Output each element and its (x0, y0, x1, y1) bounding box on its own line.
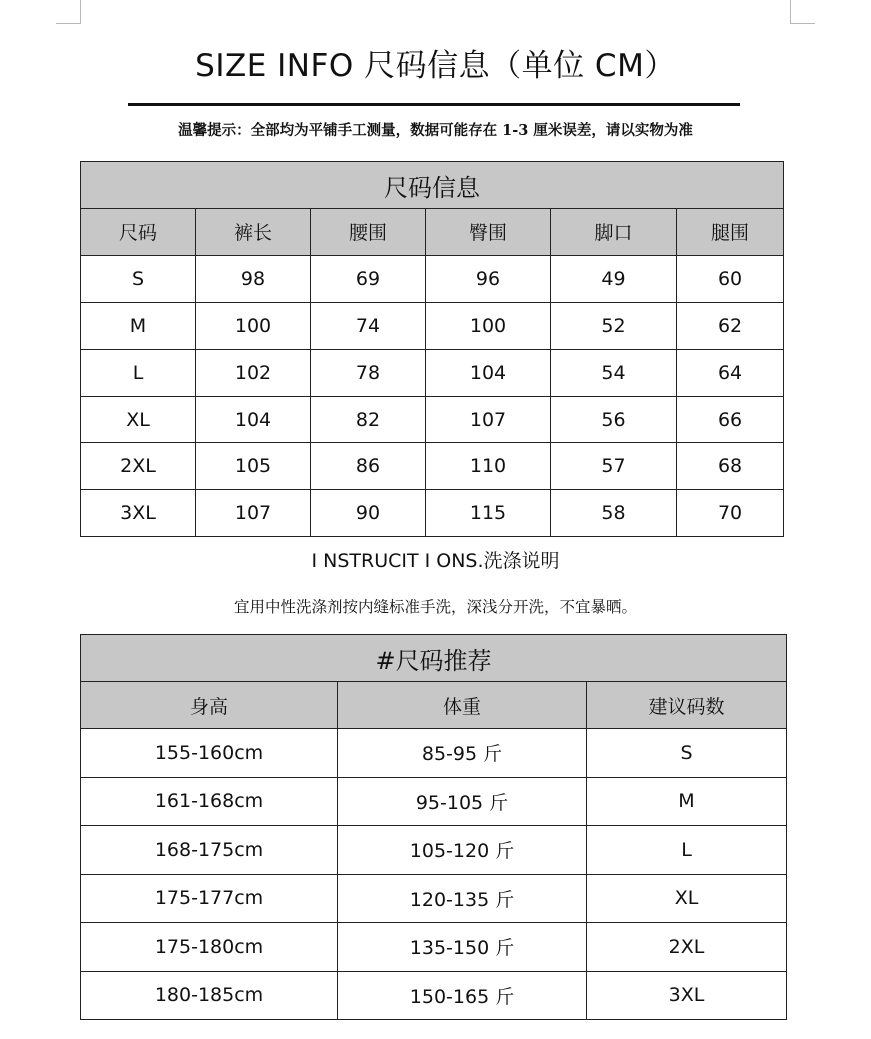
table-row (81, 255, 784, 302)
cell: 180-185cm (81, 971, 338, 1020)
cell: 110 (426, 443, 551, 490)
table-row (81, 874, 787, 923)
crop-mark-left (80, 0, 81, 24)
cell: S (587, 729, 787, 778)
cell: M (587, 777, 787, 826)
cell: 49 (551, 255, 677, 302)
cell: 2XL (587, 923, 787, 972)
title-divider (128, 103, 740, 106)
cell: 155-160cm (81, 729, 338, 778)
cell: 86 (311, 443, 426, 490)
size-table-caption: 尺码信息 (81, 162, 784, 209)
table-row (81, 923, 787, 972)
cell: 161-168cm (81, 777, 338, 826)
cell: 105 (196, 443, 311, 490)
cell: 100 (196, 302, 311, 349)
size-recommendation-table (80, 634, 787, 1020)
cell: 66 (677, 396, 784, 443)
table-row (81, 349, 784, 396)
cell: XL (81, 396, 196, 443)
header-height: 身高 (81, 682, 338, 729)
cell: 120-135 斤 (338, 874, 587, 923)
page-title: SIZE INFO 尺码信息（单位 CM） (195, 48, 676, 84)
cell: L (587, 826, 787, 875)
crop-mark-right-h (791, 23, 815, 24)
header-pants-length: 裤长 (196, 209, 311, 256)
cell: 105-120 斤 (338, 826, 587, 875)
header-weight: 体重 (338, 682, 587, 729)
instructions-text: 宜用中性洗涤剂按内缝标准手洗，深浅分开洗，不宜暴晒。 (233, 598, 637, 616)
cell: L (81, 349, 196, 396)
cell: 85-95 斤 (338, 729, 587, 778)
cell: 74 (311, 302, 426, 349)
cell: 175-180cm (81, 923, 338, 972)
cell: 102 (196, 349, 311, 396)
cell: 107 (426, 396, 551, 443)
cell: S (81, 255, 196, 302)
header-waist: 腰围 (311, 209, 426, 256)
cell: 2XL (81, 443, 196, 490)
cell: 175-177cm (81, 874, 338, 923)
table-row (81, 971, 787, 1020)
cell: 100 (426, 302, 551, 349)
table-row (81, 777, 787, 826)
size-info-table (80, 161, 784, 537)
cell: 96 (426, 255, 551, 302)
cell: 3XL (81, 490, 196, 537)
cell: 168-175cm (81, 826, 338, 875)
header-hem: 脚口 (551, 209, 677, 256)
table-row (81, 396, 784, 443)
crop-mark-right (790, 0, 791, 24)
cell: 62 (677, 302, 784, 349)
cell: 98 (196, 255, 311, 302)
cell: 115 (426, 490, 551, 537)
cell: 82 (311, 396, 426, 443)
table-row (81, 826, 787, 875)
cell: 69 (311, 255, 426, 302)
cell: 3XL (587, 971, 787, 1020)
cell: 52 (551, 302, 677, 349)
cell: M (81, 302, 196, 349)
instructions-title: I NSTRUCIT I ONS.洗涤说明 (311, 550, 560, 572)
table-row (81, 302, 784, 349)
cell: 104 (426, 349, 551, 396)
cell: 107 (196, 490, 311, 537)
header-hip: 臀围 (426, 209, 551, 256)
cell: 57 (551, 443, 677, 490)
cell: XL (587, 874, 787, 923)
cell: 95-105 斤 (338, 777, 587, 826)
measurement-notice: 温馨提示：全部均为平铺手工测量，数据可能存在 1-3 厘米误差，请以实物为准 (178, 122, 693, 139)
header-size: 尺码 (81, 209, 196, 256)
cell: 70 (677, 490, 784, 537)
cell: 68 (677, 443, 784, 490)
header-suggested-size: 建议码数 (587, 682, 787, 729)
table-row (81, 490, 784, 537)
table-row (81, 443, 784, 490)
cell: 78 (311, 349, 426, 396)
cell: 90 (311, 490, 426, 537)
cell: 54 (551, 349, 677, 396)
cell: 56 (551, 396, 677, 443)
cell: 64 (677, 349, 784, 396)
header-thigh: 腿围 (677, 209, 784, 256)
cell: 58 (551, 490, 677, 537)
cell: 60 (677, 255, 784, 302)
cell: 104 (196, 396, 311, 443)
table-row (81, 729, 787, 778)
recommend-table-caption: #尺码推荐 (81, 635, 787, 682)
cell: 135-150 斤 (338, 923, 587, 972)
cell: 150-165 斤 (338, 971, 587, 1020)
crop-mark-left-h (56, 23, 80, 24)
